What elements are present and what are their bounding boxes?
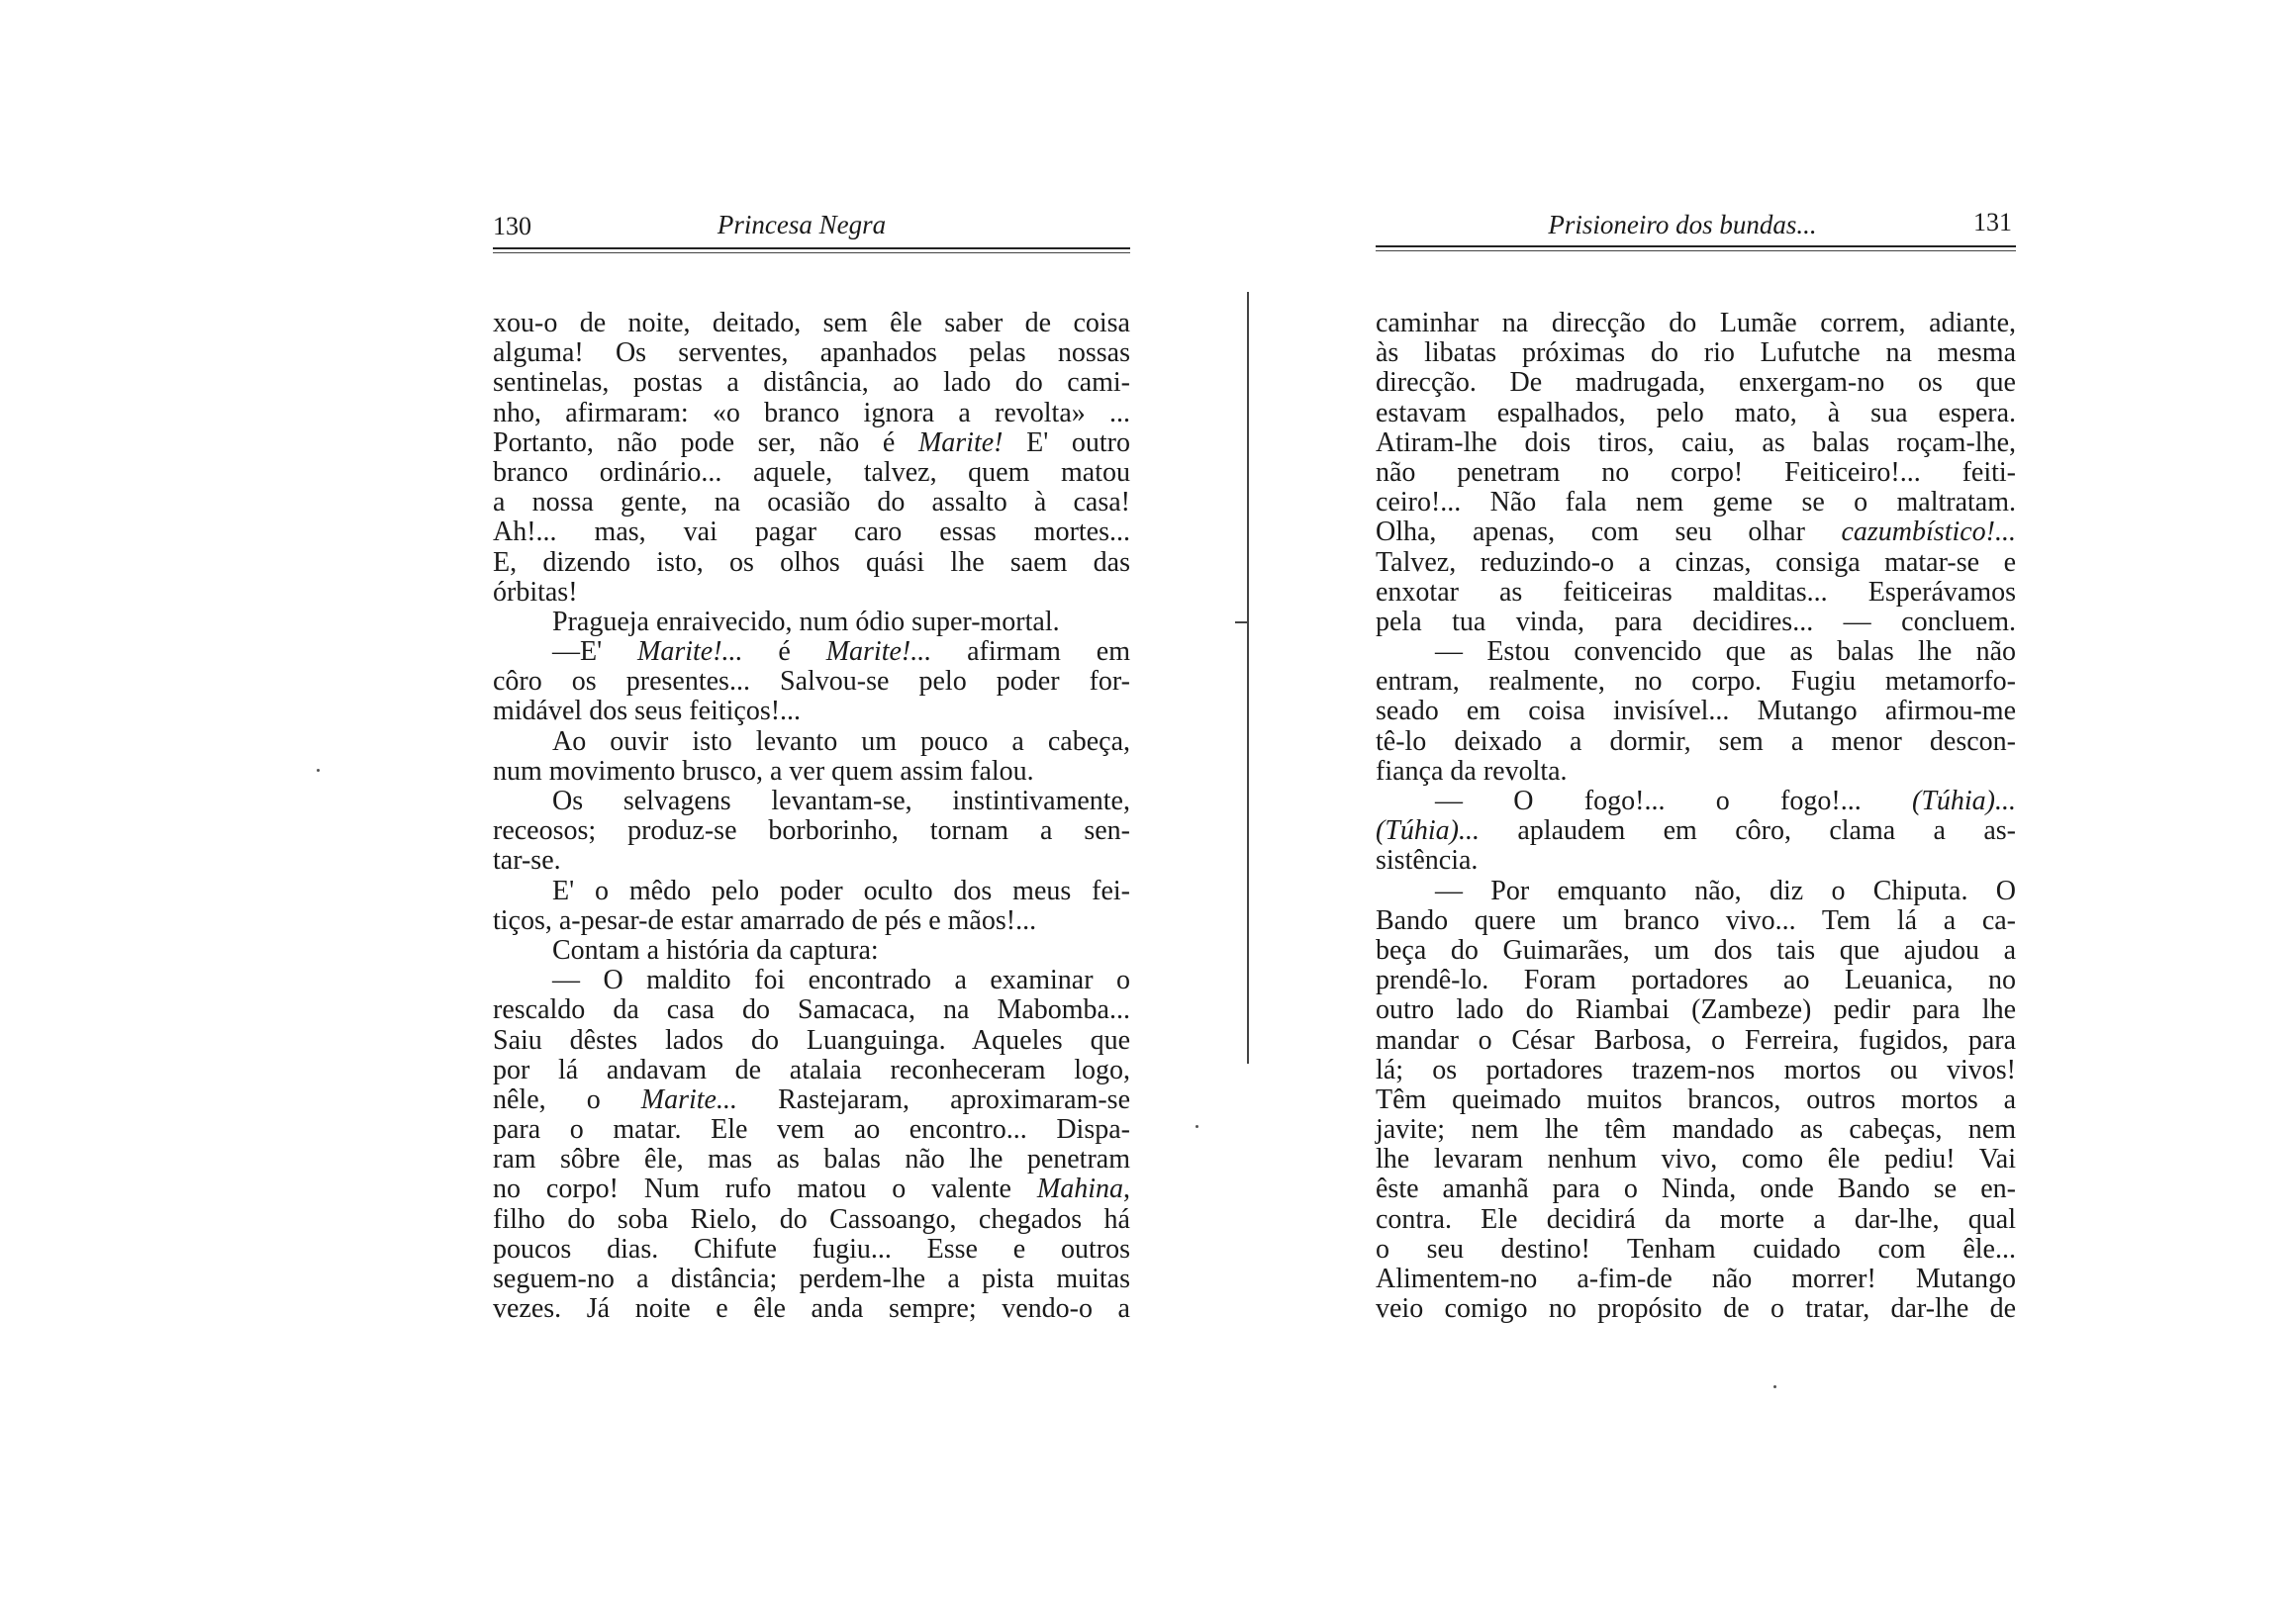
text-line xyxy=(493,816,1130,846)
text-line xyxy=(493,578,1130,608)
text-segment: Bando quere um branco vivo... Tem lá a ca- xyxy=(1376,904,2016,936)
scan-speck xyxy=(1773,1385,1776,1388)
text-segment: javite; nem lhe têm mandado as cabeças, nem xyxy=(1376,1114,2016,1146)
text-segment: caminhar na direcção do Lumãe correm, adiante, xyxy=(1376,308,2016,338)
text-segment: filho do soba Rielo, do Cassoango, chegados há xyxy=(493,1203,1130,1235)
text-line xyxy=(1376,906,2016,936)
text-line xyxy=(493,995,1130,1025)
text-line xyxy=(1376,608,2016,637)
text-segment: côro os presentes... Salvou-se pelo poder for- xyxy=(493,666,1130,698)
text-line xyxy=(1376,1145,2016,1175)
text-segment: às libatas próximas do rio Lufutche na mesma xyxy=(1376,337,2016,369)
text-line xyxy=(493,608,1130,637)
text-segment: afirmam em xyxy=(931,636,1130,668)
text-line xyxy=(493,368,1130,398)
text-segment: beça do Guimarães, um dos tais que ajudou a xyxy=(1376,934,2016,966)
text-line xyxy=(1376,1205,2016,1235)
text-line xyxy=(493,1265,1130,1294)
text-segment: Têm queimado muitos brancos, outros mortos a xyxy=(1376,1083,2016,1115)
text-line xyxy=(493,846,1130,876)
text-line xyxy=(1376,548,2016,578)
text-line xyxy=(493,1056,1130,1085)
text-segment: Saiu dêstes lados do Luanguinga. Aqueles que xyxy=(493,1024,1130,1056)
text-segment: pela tua vinda, para decidires... — concluem. xyxy=(1376,606,2016,637)
text-segment: Portanto, não pode ser, não é xyxy=(493,426,918,458)
text-line xyxy=(1376,995,2016,1025)
italic-text-segment: (Túhia)... xyxy=(1376,815,1480,847)
text-segment: , xyxy=(1123,1174,1130,1205)
text-segment: E, dizendo isto, os olhos quási lhe saem das xyxy=(493,546,1130,578)
text-segment: prendê-lo. Foram portadores ao Leuanica, no xyxy=(1376,965,2016,996)
text-segment: lhe levaram nenhum vivo, como êle pediu! Vai xyxy=(1376,1144,2016,1176)
text-line xyxy=(1376,368,2016,398)
text-segment: midável dos seus feitiços!... xyxy=(493,696,802,727)
italic-text-segment: Mahina xyxy=(1036,1174,1123,1205)
running-title: Princesa Negra xyxy=(717,210,887,239)
text-segment: Atiram-lhe dois tiros, caiu, as balas roçam-lhe, xyxy=(1376,426,2016,458)
text-line xyxy=(493,309,1130,338)
text-line xyxy=(493,877,1130,906)
text-line xyxy=(493,458,1130,488)
text-segment: — Estou convencido que as balas lhe não xyxy=(1435,636,2016,668)
text-segment: Olha, apenas, com seu olhar xyxy=(1376,517,1842,548)
text-segment: por lá andavam de atalaia reconheceram logo, xyxy=(493,1054,1130,1085)
scan-speck xyxy=(1196,1125,1198,1128)
text-segment: sentinelas, postas a distância, ao lado do cami- xyxy=(493,367,1130,399)
text-segment: direcção. De madrugada, enxergam-no os que xyxy=(1376,367,2016,399)
text-segment: contra. Ele decidirá da morte a dar-lhe, qual xyxy=(1376,1203,2016,1235)
text-line xyxy=(493,637,1130,667)
text-line xyxy=(1376,846,2016,876)
text-line xyxy=(493,727,1130,757)
text-segment: outro lado do Riambai (Zambeze) pedir para lhe xyxy=(1376,994,2016,1026)
text-line xyxy=(1376,1115,2016,1145)
text-line xyxy=(1376,399,2016,428)
text-line xyxy=(1376,1085,2016,1115)
italic-text-segment: Marite! xyxy=(917,426,1004,458)
text-segment: no corpo! Num rufo matou o valente xyxy=(493,1174,1037,1205)
text-segment: fiança da revolta. xyxy=(1376,755,1568,787)
text-line xyxy=(493,548,1130,578)
text-line xyxy=(493,1085,1130,1115)
italic-text-segment: Marite!... xyxy=(825,636,932,668)
text-segment: Pragueja enraivecido, num ódio super-mortal. xyxy=(552,606,1060,637)
text-segment: Os selvagens levantam-se, instintivamente, xyxy=(552,786,1130,816)
text-line xyxy=(1376,697,2016,726)
text-line xyxy=(1376,488,2016,517)
text-line xyxy=(1376,966,2016,995)
text-line xyxy=(1376,637,2016,667)
text-line xyxy=(493,428,1130,458)
text-line xyxy=(1376,1235,2016,1265)
page-header xyxy=(493,208,1130,243)
text-line xyxy=(1376,1026,2016,1056)
running-title: Prisioneiro dos bundas... xyxy=(1548,210,1817,239)
page-number: 131 xyxy=(1973,208,2012,236)
text-segment: Ah!... mas, vai pagar caro essas mortes... xyxy=(493,517,1130,548)
text-segment: branco ordinário... aquele, talvez, quem matou xyxy=(493,456,1130,488)
italic-text-segment: (Túhia)... xyxy=(1912,786,2016,816)
text-line xyxy=(1376,877,2016,906)
text-segment: para o matar. Ele vem ao encontro... Dispa- xyxy=(493,1114,1130,1146)
text-segment: Rastejaram, aproximaram-se xyxy=(737,1083,1130,1115)
text-line xyxy=(1376,757,2016,787)
text-segment: êste amanhã para o Ninda, onde Bando se en- xyxy=(1376,1174,2016,1205)
text-segment: poucos dias. Chifute fugiu... Esse e outros xyxy=(493,1233,1130,1265)
text-segment: estavam espalhados, pelo mato, à sua espera. xyxy=(1376,397,2016,428)
text-line xyxy=(1376,517,2016,547)
text-line xyxy=(1376,1175,2016,1204)
text-segment: E' outro xyxy=(1003,426,1130,458)
text-line xyxy=(493,517,1130,547)
text-segment: E' o mêdo pelo poder oculto dos meus fei- xyxy=(552,875,1130,906)
text-line xyxy=(493,936,1130,966)
text-line xyxy=(493,1145,1130,1175)
text-segment: Talvez, reduzindo-o a cinzas, consiga matar-se e xyxy=(1376,546,2016,578)
text-line xyxy=(493,1026,1130,1056)
text-segment: vezes. Já noite e êle anda sempre; vendo-o a xyxy=(493,1293,1130,1325)
text-segment: o seu destino! Tenham cuidado com êle... xyxy=(1376,1233,2016,1265)
text-segment: seguem-no a distância; perdem-lhe a pista muitas xyxy=(493,1264,1130,1294)
text-line xyxy=(493,338,1130,368)
text-segment: tê-lo deixado a dormir, sem a menor descon- xyxy=(1376,725,2016,757)
text-line xyxy=(493,1115,1130,1145)
header-rule xyxy=(493,247,1130,253)
text-segment: lá; os portadores trazem-nos mortos ou vivos! xyxy=(1376,1054,2016,1085)
text-line xyxy=(493,399,1130,428)
text-segment: ram sôbre êle, mas as balas não lhe penetram xyxy=(493,1144,1130,1176)
text-line xyxy=(1376,816,2016,846)
text-segment: xou-o de noite, deitado, sem êle saber de coisa xyxy=(493,308,1130,338)
text-line xyxy=(1376,338,2016,368)
text-line xyxy=(1376,309,2016,338)
gutter-mark xyxy=(1235,621,1249,623)
italic-text-segment: Marite!... xyxy=(637,636,743,668)
text-segment: tiços, a-pesar-de estar amarrado de pés e mãos!... xyxy=(493,904,1037,936)
text-segment: tar-se. xyxy=(493,845,561,877)
text-segment: Contam a história da captura: xyxy=(552,934,879,966)
text-line xyxy=(493,1175,1130,1204)
page-body xyxy=(493,309,1130,1324)
text-line xyxy=(493,697,1130,726)
text-segment: a nossa gente, na ocasião do assalto à casa! xyxy=(493,487,1130,518)
text-line xyxy=(493,1205,1130,1235)
text-line xyxy=(493,1235,1130,1265)
text-segment: nêle, o xyxy=(493,1083,641,1115)
text-segment: não penetram no corpo! Feiticeiro!... feiti- xyxy=(1376,456,2016,488)
text-line xyxy=(493,906,1130,936)
text-line xyxy=(1376,458,2016,488)
text-line xyxy=(1376,1265,2016,1294)
text-segment: Ao ouvir isto levanto um pouco a cabeça, xyxy=(552,725,1130,757)
text-segment: receosos; produz-se borborinho, tornam a sen- xyxy=(493,815,1130,847)
text-segment: ceiro!... Não fala nem geme se o maltratam. xyxy=(1376,487,2016,518)
page-number: 130 xyxy=(493,212,531,240)
text-line xyxy=(493,757,1130,787)
text-line xyxy=(493,787,1130,816)
text-segment: é xyxy=(742,636,826,668)
text-segment: — O fogo!... o fogo!... xyxy=(1435,786,1912,816)
italic-text-segment: cazumbístico!... xyxy=(1841,517,2016,548)
text-line xyxy=(1376,1294,2016,1324)
text-line xyxy=(1376,727,2016,757)
text-segment: órbitas! xyxy=(493,576,578,608)
text-segment: sistência. xyxy=(1376,845,1479,877)
text-segment: mandar o César Barbosa, o Ferreira, fugidos, para xyxy=(1376,1024,2016,1056)
text-segment: seado em coisa invisível... Mutango afirmou-me xyxy=(1376,696,2016,727)
text-line xyxy=(1376,667,2016,697)
text-line xyxy=(493,966,1130,995)
scan-speck xyxy=(317,769,320,772)
header-rule xyxy=(1376,245,2016,251)
text-segment: entram, realmente, no corpo. Fugiu metamorfo- xyxy=(1376,666,2016,698)
text-segment: Alimentem-no a-fim-de não morrer! Mutango xyxy=(1376,1264,2016,1294)
page-header xyxy=(1376,208,2016,243)
text-segment: enxotar as feiticeiras malditas... Esperávamos xyxy=(1376,576,2016,608)
text-segment: — Por emquanto não, diz o Chiputa. O xyxy=(1435,875,2016,906)
gutter-line xyxy=(1247,292,1249,1064)
text-line xyxy=(493,488,1130,517)
text-line xyxy=(1376,578,2016,608)
text-segment: veio comigo no propósito de o tratar, dar-lhe de xyxy=(1376,1293,2016,1325)
italic-text-segment: Marite... xyxy=(640,1083,737,1115)
text-segment: nho, afirmaram: «o branco ignora a revolta» ... xyxy=(493,397,1130,428)
text-line xyxy=(1376,787,2016,816)
text-segment: aplaudem em côro, clama a as- xyxy=(1480,815,2016,847)
text-line xyxy=(1376,936,2016,966)
text-segment: alguma! Os serventes, apanhados pelas nossas xyxy=(493,337,1130,369)
text-line xyxy=(1376,428,2016,458)
text-segment: num movimento brusco, a ver quem assim falou. xyxy=(493,755,1034,787)
text-segment: — O maldito foi encontrado a examinar o xyxy=(552,965,1130,996)
text-line xyxy=(493,667,1130,697)
text-line xyxy=(493,1294,1130,1324)
text-line xyxy=(1376,1056,2016,1085)
page-body xyxy=(1376,309,2016,1324)
text-segment: —E' xyxy=(552,636,638,668)
text-segment: rescaldo da casa do Samacaca, na Mabomba... xyxy=(493,994,1130,1026)
